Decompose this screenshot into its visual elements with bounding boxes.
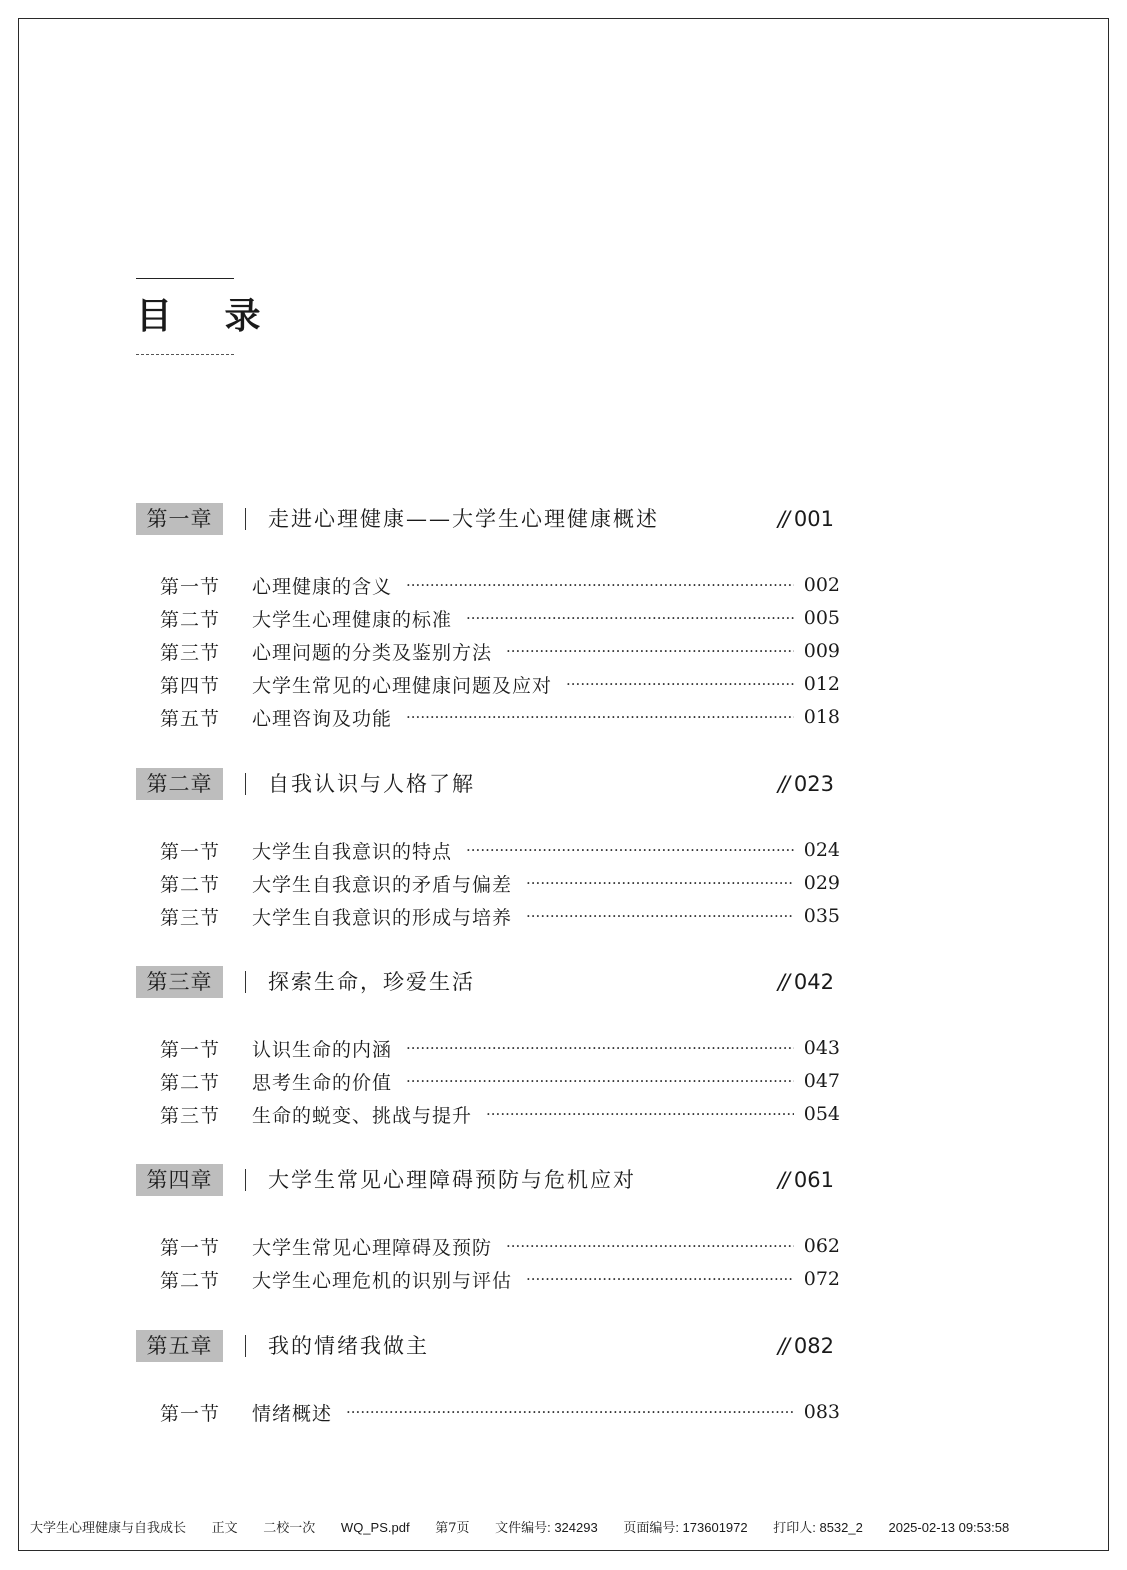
section-label: 第一节 — [160, 840, 221, 863]
footer-book-title: 大学生心理健康与自我成长 — [30, 1521, 187, 1536]
chapter-page-value: 001 — [793, 507, 834, 531]
chapter-divider — [245, 971, 246, 993]
section-label: 第一节 — [160, 1402, 221, 1425]
footer-printer: 打印人: 8532_2 — [773, 1520, 863, 1535]
chapter-page-value: 023 — [793, 772, 834, 796]
page-prefix: // — [777, 772, 788, 796]
chapter-page-value: 042 — [793, 970, 834, 994]
toc-section-row[interactable] — [160, 570, 840, 600]
section-label: 第三节 — [160, 1104, 221, 1127]
section-title: 大学生心理危机的识别与评估 — [252, 1269, 513, 1292]
chapter-page-value: 061 — [793, 1168, 834, 1192]
chapter-title: 我的情绪我做主 — [268, 1334, 429, 1358]
footer-file: WQ_PS.pdf — [340, 1520, 410, 1535]
section-title: 大学生自我意识的形成与培养 — [252, 906, 513, 929]
dot-leader — [406, 1072, 794, 1090]
dot-leader — [406, 708, 794, 726]
section-title: 情绪概述 — [252, 1402, 333, 1425]
dot-leader — [406, 1039, 794, 1057]
chapter-page-number — [778, 768, 834, 800]
toc-section-row[interactable] — [160, 669, 840, 699]
section-page-number: 009 — [803, 640, 840, 662]
footer-part: 正文 — [211, 1521, 238, 1536]
toc-section-row[interactable] — [160, 1264, 840, 1294]
section-label: 第三节 — [160, 906, 221, 929]
section-page-number: 005 — [803, 607, 840, 629]
section-title: 大学生自我意识的特点 — [252, 840, 453, 863]
section-title: 认识生命的内涵 — [252, 1038, 393, 1061]
section-page-number: 043 — [803, 1037, 840, 1059]
chapter-row[interactable] — [136, 1330, 836, 1364]
section-page-number: 018 — [803, 706, 840, 728]
section-page-number: 083 — [803, 1401, 840, 1423]
toc-section-row[interactable] — [160, 1397, 840, 1427]
page-prefix: // — [777, 1334, 788, 1358]
footer-page-no: 第7页 — [435, 1521, 470, 1536]
chapter-row[interactable] — [136, 1164, 836, 1198]
dot-leader — [506, 642, 794, 660]
chapter-label: 第二章 — [136, 768, 223, 800]
section-label: 第三节 — [160, 641, 221, 664]
section-title: 心理健康的含义 — [252, 575, 393, 598]
chapter-title: 自我认识与人格了解 — [268, 772, 475, 796]
page-prefix: // — [777, 1168, 788, 1192]
section-page-number: 029 — [803, 872, 840, 894]
chapter-divider — [245, 1169, 246, 1191]
toc-section-row[interactable] — [160, 1033, 840, 1063]
section-label: 第二节 — [160, 873, 221, 896]
dot-leader — [466, 841, 794, 859]
dot-leader — [486, 1105, 794, 1123]
section-page-number: 072 — [803, 1268, 840, 1290]
footer-proof: 二校一次 — [263, 1521, 316, 1536]
section-label: 第一节 — [160, 575, 221, 598]
chapter-label: 第一章 — [136, 503, 223, 535]
section-title: 大学生常见的心理健康问题及应对 — [252, 674, 553, 697]
footer-page-id: 页面编号: 173601972 — [623, 1520, 748, 1535]
section-title: 大学生常见心理障碍及预防 — [252, 1236, 493, 1259]
chapter-divider — [245, 508, 246, 530]
page-prefix: // — [777, 507, 788, 531]
toc-section-row[interactable] — [160, 636, 840, 666]
chapter-label: 第四章 — [136, 1164, 223, 1196]
page-title: 目 录 — [136, 296, 281, 337]
dot-leader — [526, 1270, 794, 1288]
footer-timestamp: 2025-02-13 09:53:58 — [888, 1520, 1010, 1535]
section-title: 大学生自我意识的矛盾与偏差 — [252, 873, 513, 896]
chapter-row[interactable] — [136, 768, 836, 802]
section-label: 第五节 — [160, 707, 221, 730]
section-page-number: 054 — [803, 1103, 840, 1125]
toc-section-row[interactable] — [160, 1231, 840, 1261]
toc-section-row[interactable] — [160, 702, 840, 732]
section-title: 思考生命的价值 — [252, 1071, 393, 1094]
section-title: 大学生心理健康的标准 — [252, 608, 453, 631]
section-title: 心理问题的分类及鉴别方法 — [252, 641, 493, 664]
section-page-number: 024 — [803, 839, 840, 861]
chapter-page-number — [778, 966, 834, 998]
section-page-number: 062 — [803, 1235, 840, 1257]
page-prefix: // — [777, 970, 788, 994]
chapter-title: 走进心理健康——大学生心理健康概述 — [268, 507, 659, 531]
chapter-label: 第三章 — [136, 966, 223, 998]
toc-section-row[interactable] — [160, 901, 840, 931]
dot-leader — [506, 1237, 794, 1255]
chapter-divider — [245, 773, 246, 795]
heading-rule-top — [136, 278, 234, 279]
chapter-page-number — [778, 1330, 834, 1362]
footer-file-id: 文件编号: 324293 — [495, 1520, 598, 1535]
toc-section-row[interactable] — [160, 1099, 840, 1129]
section-label: 第二节 — [160, 608, 221, 631]
dot-leader — [526, 874, 794, 892]
section-title: 生命的蜕变、挑战与提升 — [252, 1104, 473, 1127]
print-slug-footer — [30, 1519, 1100, 1538]
chapter-page-number — [778, 1164, 834, 1196]
section-label: 第二节 — [160, 1269, 221, 1292]
chapter-row[interactable] — [136, 503, 836, 537]
section-page-number: 035 — [803, 905, 840, 927]
chapter-label: 第五章 — [136, 1330, 223, 1362]
dot-leader — [566, 675, 794, 693]
section-label: 第二节 — [160, 1071, 221, 1094]
dot-leader — [526, 907, 794, 925]
chapter-page-number — [778, 503, 834, 535]
chapter-title: 大学生常见心理障碍预防与危机应对 — [268, 1168, 636, 1192]
section-label: 第一节 — [160, 1038, 221, 1061]
toc-section-row[interactable] — [160, 835, 840, 865]
section-label: 第一节 — [160, 1236, 221, 1259]
section-page-number: 012 — [803, 673, 840, 695]
chapter-title: 探索生命，珍爱生活 — [268, 970, 475, 994]
section-page-number: 047 — [803, 1070, 840, 1092]
toc-section-row[interactable] — [160, 1066, 840, 1096]
toc-section-row[interactable] — [160, 868, 840, 898]
heading-rule-bottom — [136, 354, 234, 355]
dot-leader — [466, 609, 794, 627]
chapter-row[interactable] — [136, 966, 836, 1000]
section-page-number: 002 — [803, 574, 840, 596]
chapter-page-value: 082 — [793, 1334, 834, 1358]
toc-section-row[interactable] — [160, 603, 840, 633]
section-title: 心理咨询及功能 — [252, 707, 393, 730]
dot-leader — [346, 1403, 794, 1421]
dot-leader — [406, 576, 794, 594]
section-label: 第四节 — [160, 674, 221, 697]
chapter-divider — [245, 1335, 246, 1357]
